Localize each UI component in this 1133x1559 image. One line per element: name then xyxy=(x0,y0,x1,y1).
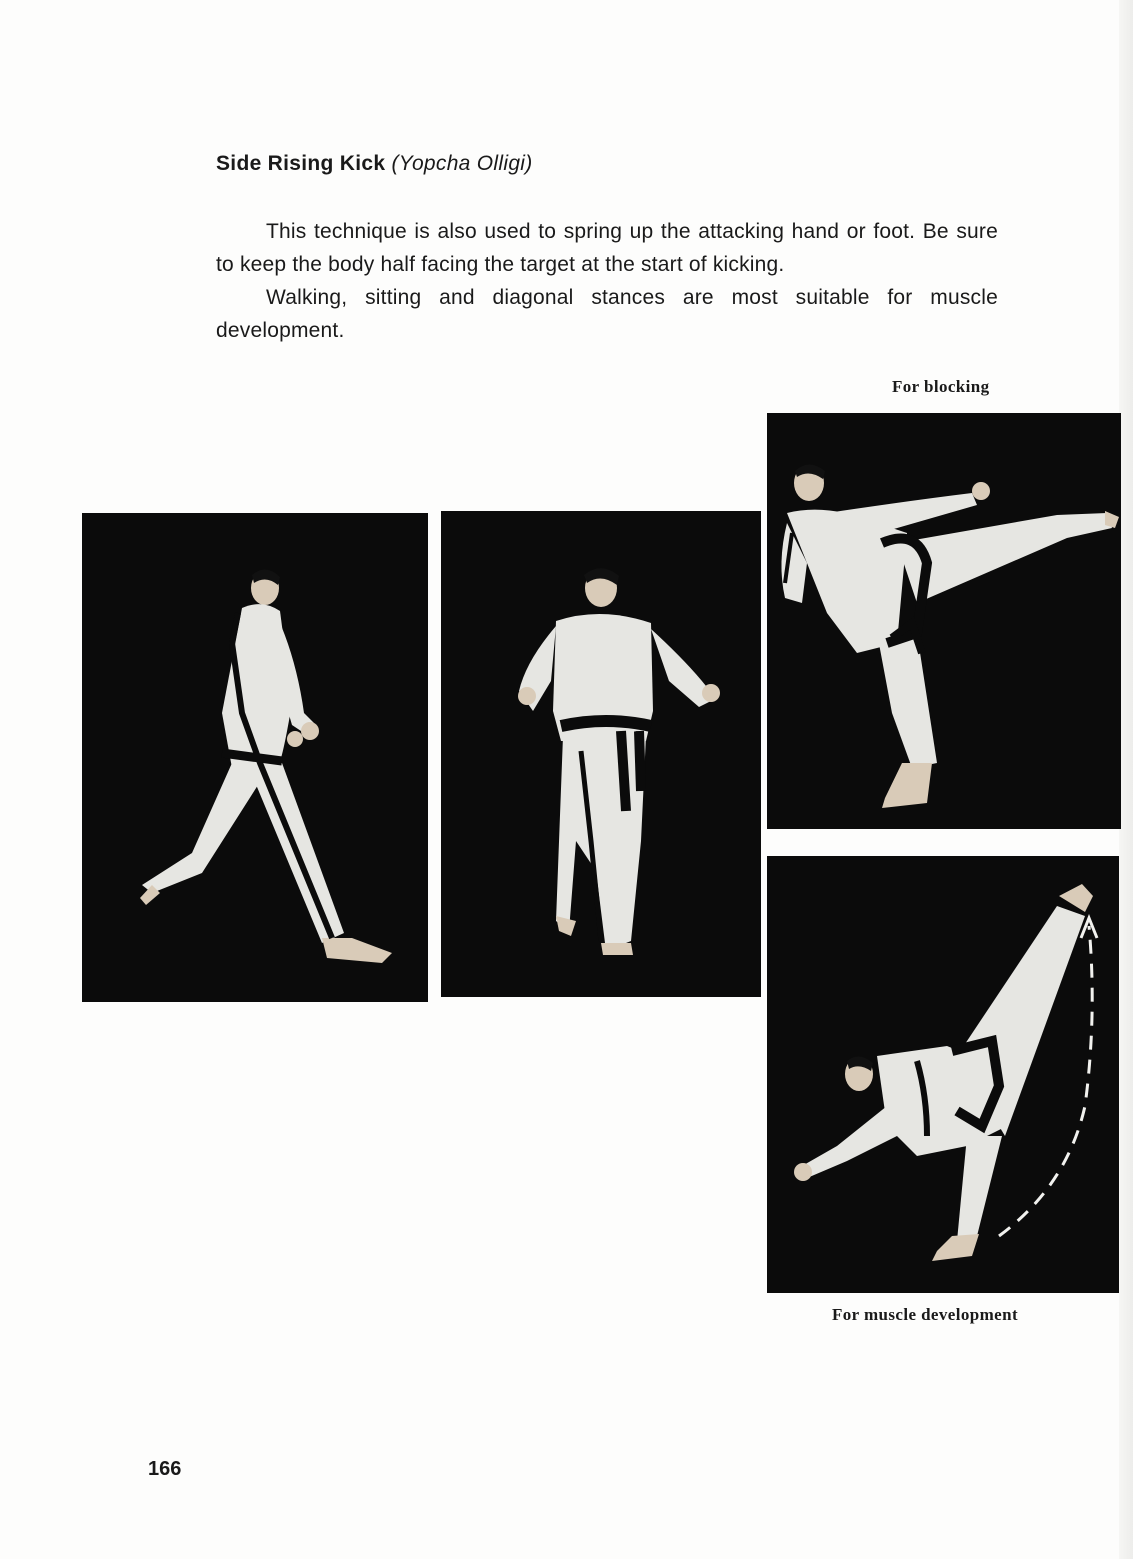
heading-title: Side Rising Kick xyxy=(216,152,386,175)
heading-korean-title: (Yopcha Olligi) xyxy=(391,152,533,175)
page-number: 166 xyxy=(148,1458,182,1480)
photo-turning-stance-figure xyxy=(441,511,761,997)
body-text xyxy=(216,215,998,347)
photo-side-rising-kick-blocking xyxy=(767,413,1121,829)
photo-muscle-kick-figure xyxy=(767,856,1119,1293)
photo-walking-stance-figure xyxy=(82,513,428,1002)
section-heading xyxy=(216,152,533,176)
caption-for-muscle-development: For muscle development xyxy=(832,1305,1019,1324)
paragraph-1: This technique is also used to spring up the attacking hand or foot. Be sure to keep the body half facing the target at the start of kicking. xyxy=(216,220,998,276)
caption-for-blocking: For blocking xyxy=(892,377,990,396)
photo-walking-stance xyxy=(82,513,428,1002)
page-edge-shadow xyxy=(1119,0,1133,1559)
photo-blocking-kick-figure xyxy=(767,413,1121,829)
paragraph-2: Walking, sitting and diagonal stances are most suitable for muscle development. xyxy=(216,286,998,342)
photo-side-rising-kick-muscle-development xyxy=(767,856,1119,1293)
photo-turning-stance xyxy=(441,511,761,997)
